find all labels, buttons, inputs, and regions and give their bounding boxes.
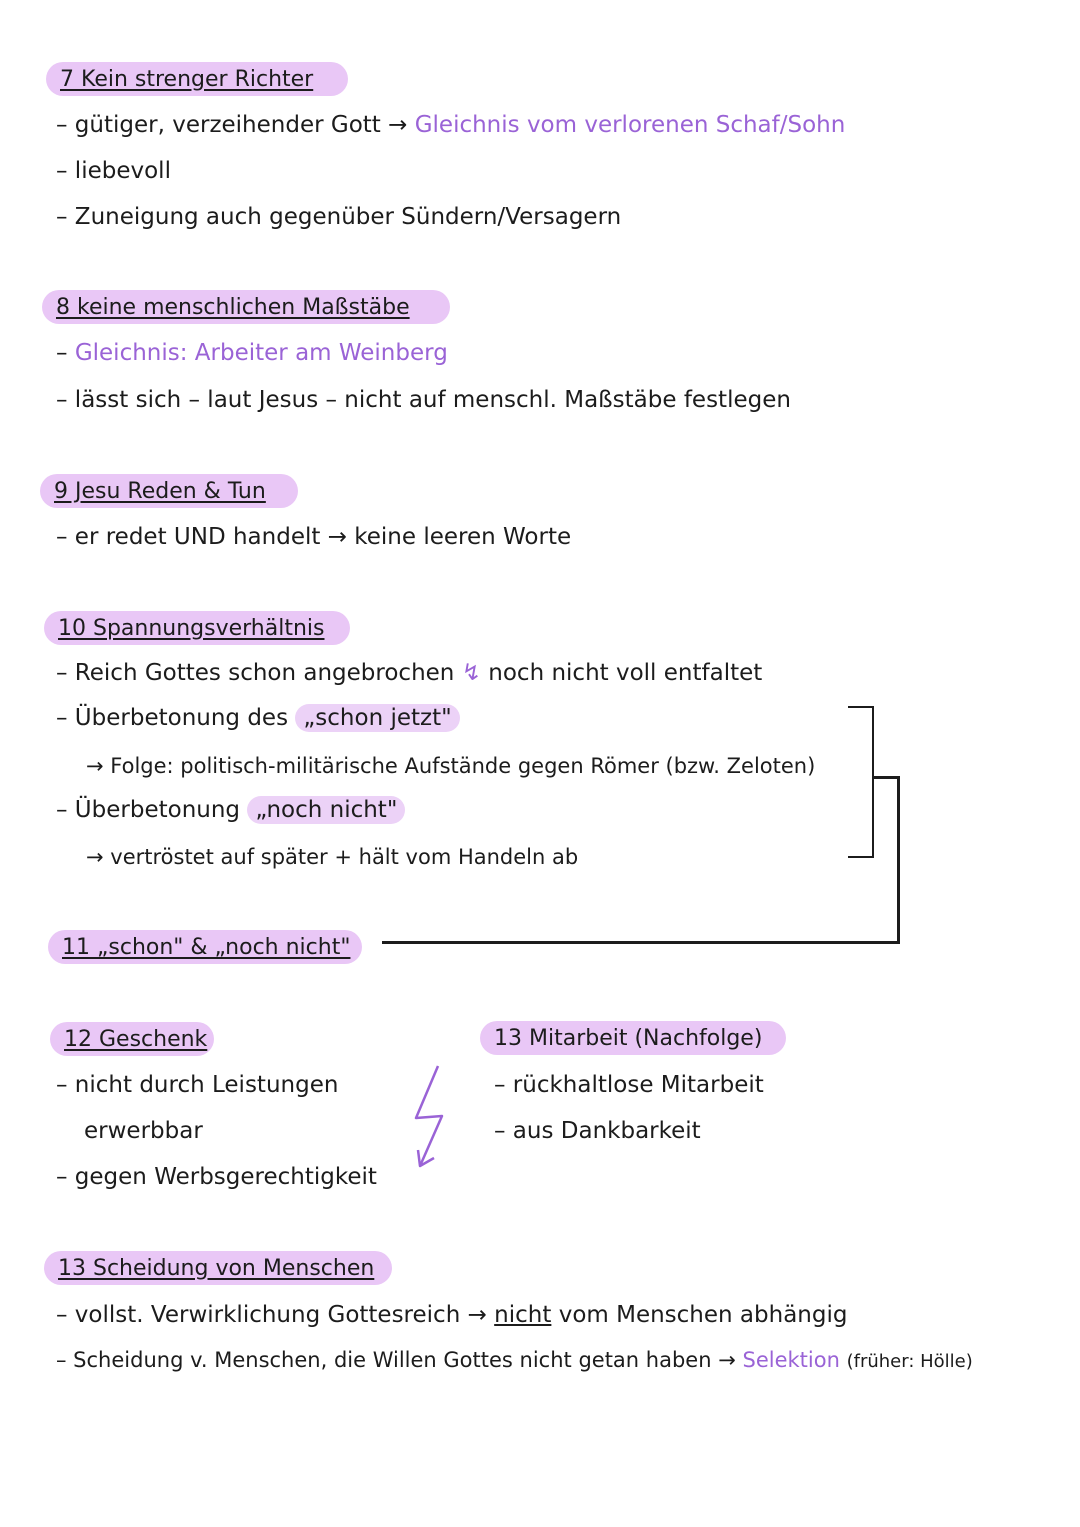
section-10-line-4 — [56, 797, 405, 823]
noch-nicht-highlight: „noch nicht" — [247, 796, 405, 824]
section-8-heading — [42, 290, 450, 324]
section-7-line-1-text: – gütiger, verzeihender Gott → — [56, 112, 408, 138]
selektion-term: Selektion — [742, 1348, 840, 1372]
section-8-line-1 — [56, 340, 448, 366]
section-12-line-2: erwerbbar — [84, 1118, 203, 1144]
frueher-hoelle-note: (früher: Hölle) — [846, 1351, 973, 1372]
section-13-scheidung-heading-text: 13 Scheidung von Menschen — [58, 1255, 375, 1281]
section-11-heading — [48, 930, 362, 964]
section-13-scheidung-line-2-a: – Scheidung v. Menschen, die Willen Gottes nicht getan haben → — [56, 1348, 736, 1372]
section-10-line-4-a: – Überbetonung — [56, 797, 241, 823]
section-10-bracket — [848, 706, 874, 858]
section-10-line-2 — [56, 705, 460, 731]
section-10-line-3: → Folge: politisch-militärische Aufstände gegen Römer (bzw. Zeloten) — [86, 754, 816, 778]
section-7-heading-text: 7 Kein strenger Richter — [60, 66, 314, 92]
connector-vertical — [897, 776, 900, 944]
connector-horizontal-bottom — [382, 941, 900, 944]
section-12-heading-text: 12 Geschenk — [64, 1026, 208, 1052]
section-13-scheidung-line-1-b: vom Menschen abhängig — [558, 1302, 848, 1328]
nicht-underlined: nicht — [494, 1302, 552, 1328]
section-7-line-2: – liebevoll — [56, 158, 171, 184]
section-9-line-1: – er redet UND handelt → keine leeren Worte — [56, 524, 572, 550]
section-10-line-1-a: – Reich Gottes schon angebrochen — [56, 660, 455, 686]
section-10-heading-text: 10 Spannungsverhältnis — [58, 615, 325, 641]
section-7-line-3: – Zuneigung auch gegenüber Sündern/Versagern — [56, 204, 622, 230]
lightning-icon: ↯ — [461, 660, 481, 686]
section-12-line-1: – nicht durch Leistungen — [56, 1072, 339, 1098]
section-13-scheidung-line-1-a: – vollst. Verwirklichung Gottesreich → — [56, 1302, 487, 1328]
section-13-scheidung-heading — [44, 1251, 392, 1285]
contrast-lightning-icon — [404, 1062, 454, 1172]
section-13-mitarbeit-heading — [480, 1021, 786, 1055]
section-13-scheidung-line-1 — [56, 1302, 847, 1328]
section-13-scheidung-line-2 — [56, 1348, 973, 1372]
section-10-line-1 — [56, 660, 762, 686]
section-11-heading-text: 11 „schon" & „noch nicht" — [62, 934, 351, 960]
section-12-line-3: – gegen Werbsgerechtigkeit — [56, 1164, 377, 1190]
section-8-dash: – — [56, 340, 68, 366]
section-12-heading — [50, 1022, 214, 1056]
section-7-parable-link: Gleichnis vom verlorenen Schaf/Sohn — [414, 112, 846, 138]
section-9-heading-text: 9 Jesu Reden & Tun — [54, 478, 266, 504]
section-13-mitarbeit-line-2: – aus Dankbarkeit — [494, 1118, 701, 1144]
section-8-heading-text: 8 keine menschlichen Maßstäbe — [56, 294, 410, 320]
section-13-mitarbeit-heading-text: 13 Mitarbeit (Nachfolge) — [494, 1025, 763, 1051]
section-8-parable-link: Gleichnis: Arbeiter am Weinberg — [74, 340, 448, 366]
section-8-line-2: – lässt sich – laut Jesus – nicht auf menschl. Maßstäbe festlegen — [56, 387, 791, 413]
section-9-heading — [40, 474, 298, 508]
section-10-heading — [44, 611, 350, 645]
section-7-heading — [46, 62, 348, 96]
section-7-line-1 — [56, 112, 845, 138]
schon-jetzt-highlight: „schon jetzt" — [295, 704, 459, 732]
section-10-line-2-a: – Überbetonung des — [56, 705, 289, 731]
section-10-line-1-b: noch nicht voll entfaltet — [488, 660, 763, 686]
section-13-mitarbeit-line-1: – rückhaltlose Mitarbeit — [494, 1072, 764, 1098]
section-10-line-5: → vertröstet auf später + hält vom Handeln ab — [86, 845, 579, 869]
